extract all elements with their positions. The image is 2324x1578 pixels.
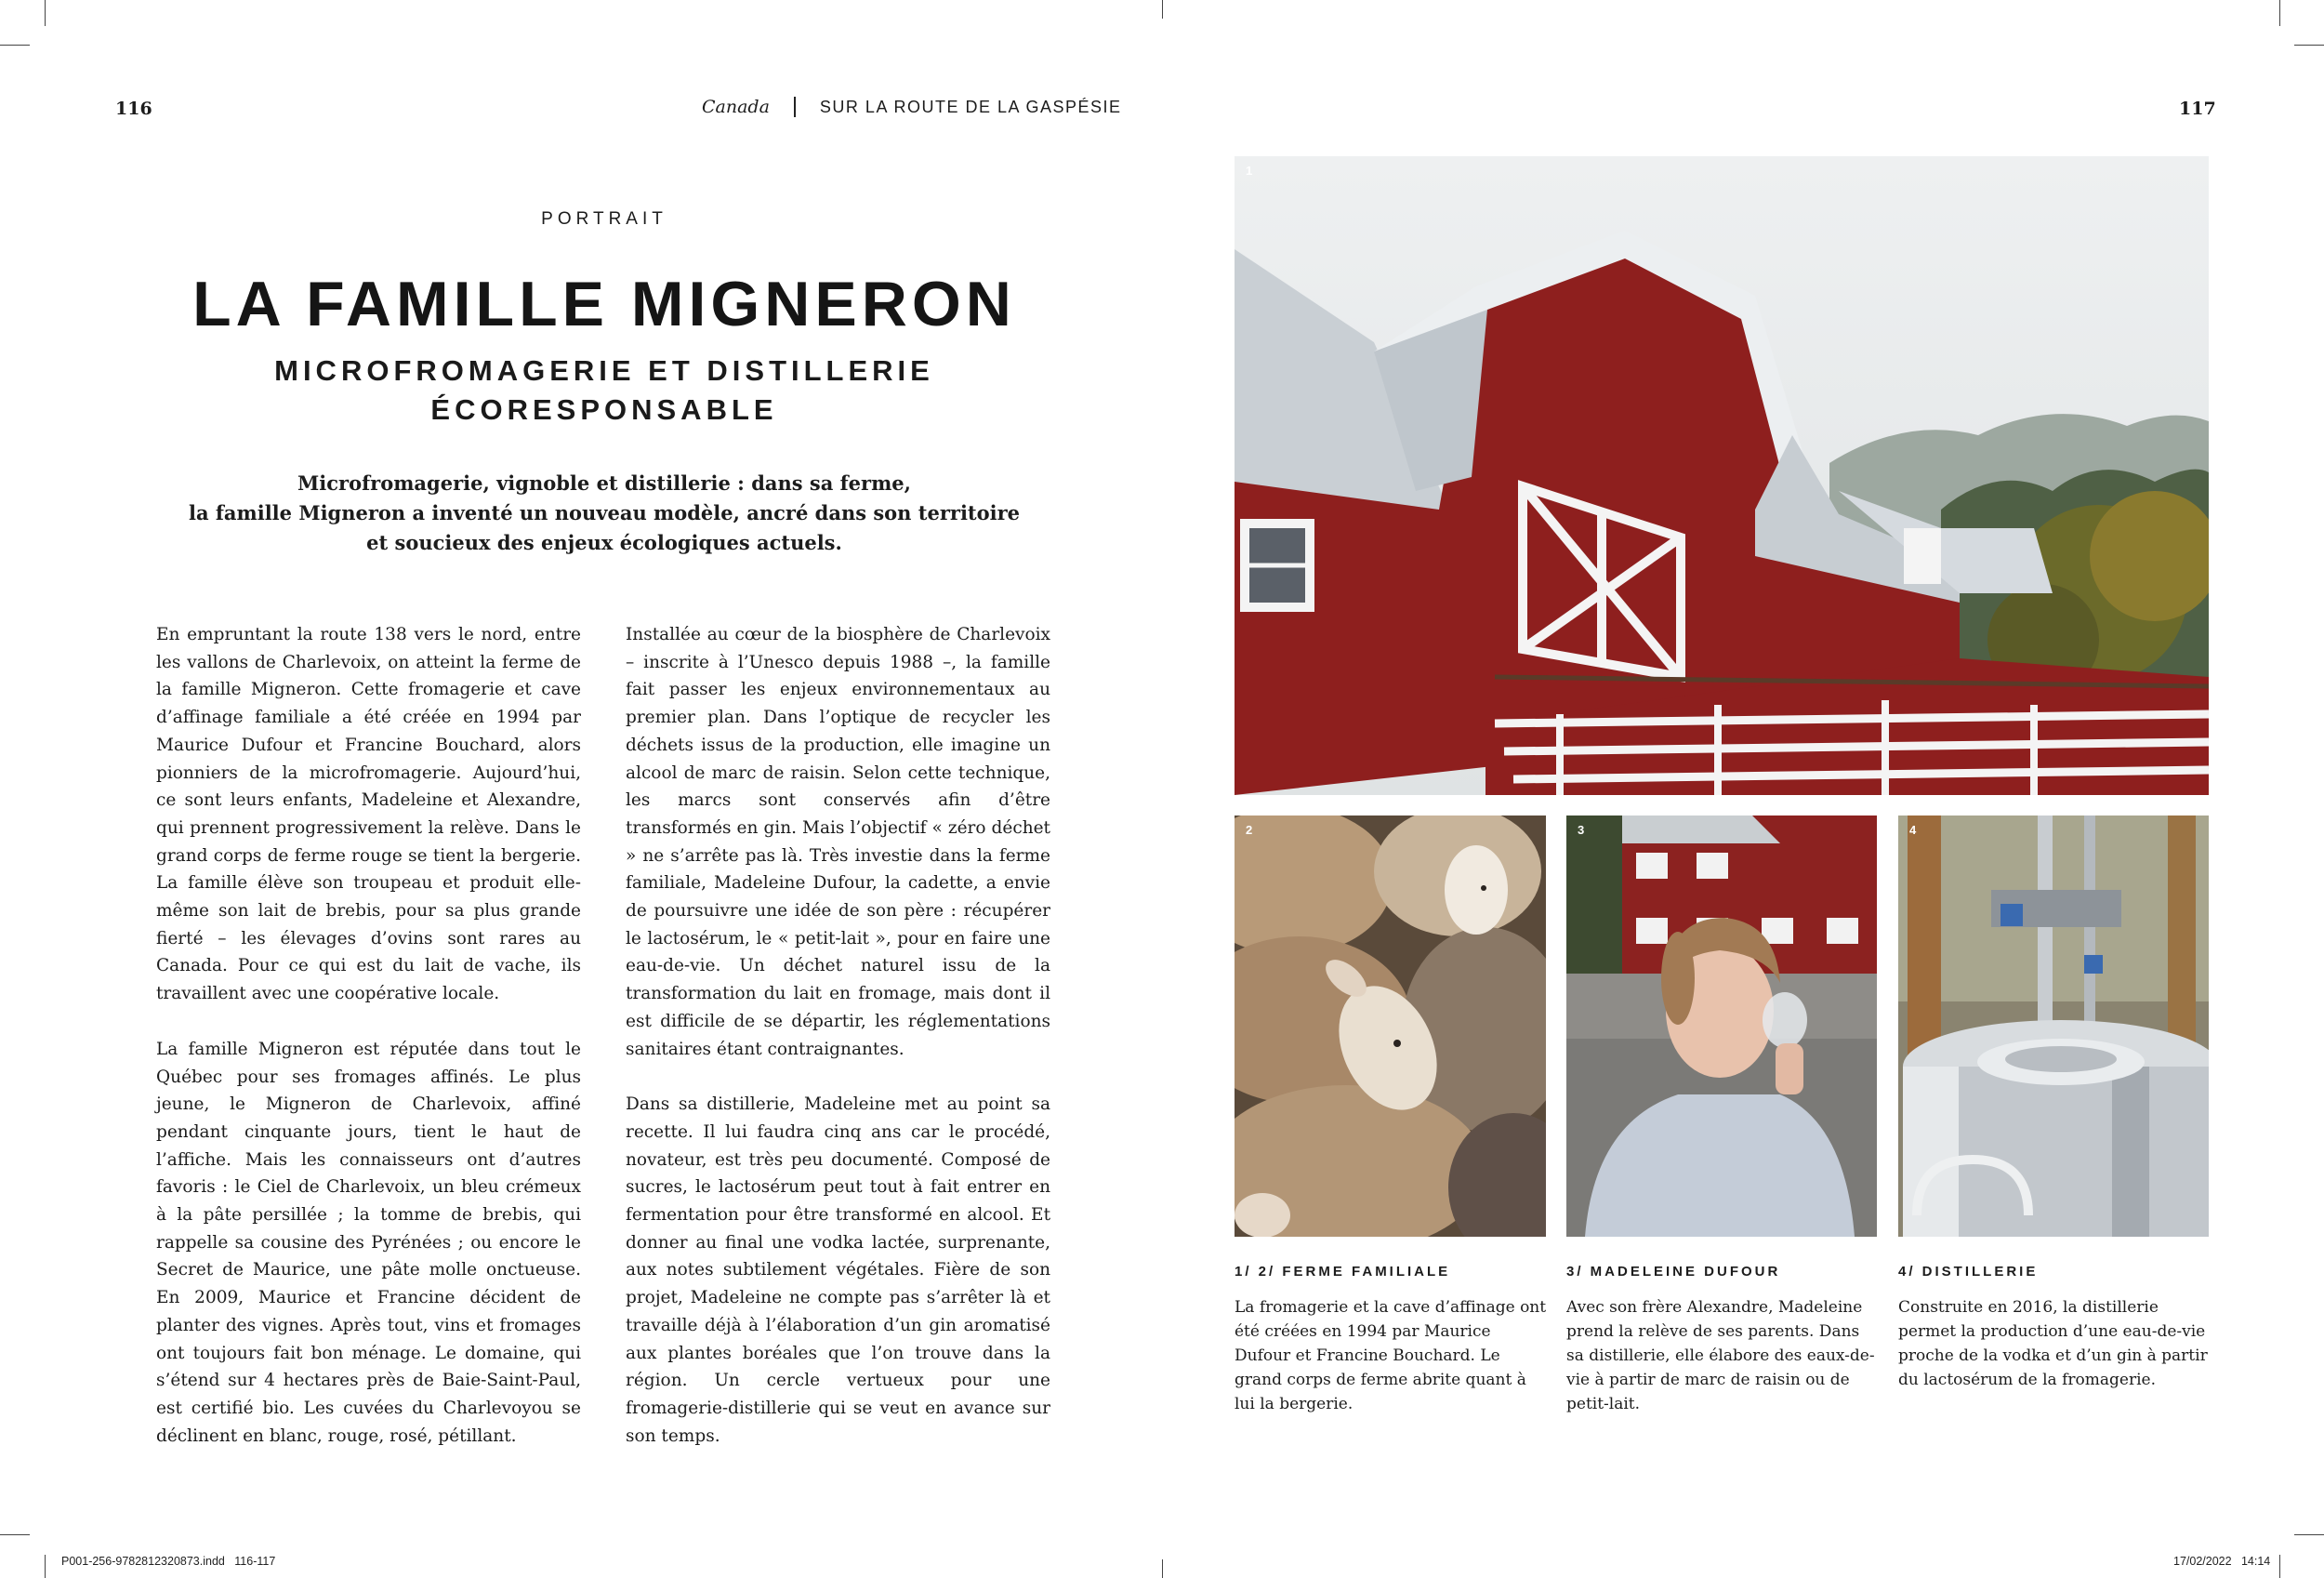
section-kicker: PORTRAIT — [541, 209, 667, 229]
photo-number: 3 — [1578, 823, 1585, 837]
body-column-2 — [626, 621, 1050, 1478]
photo-madeleine — [1566, 816, 1877, 1237]
photo-sheep — [1235, 816, 1546, 1237]
article-title: LA FAMILLE MIGNERON — [192, 269, 1016, 339]
crop-mark — [0, 45, 30, 46]
caption-text: Avec son frère Alexandre, Madeleine prend la relève de ses parents. Dans sa distillerie, elle élabore des eaux-de-vie à partir de marc de raisin ou de petit-lait. — [1566, 1298, 1875, 1413]
body-paragraph: En empruntant la route 138 vers le nord, entre les vallons de Charlevoix, on atteint la ferme de la famille Migneron. Cette fromagerie et cave d’affinage familiale a été créée en 1994 par Maurice Dufour et Francine Bouchard, alors pionniers de la microfromagerie. Aujourd’hui, ce sont leurs enfants, Madeleine et Alexandre, qui prennent progressivement la relève. Dans le grand corps de ferme rouge se tient la bergerie. La famille élève son troupeau et produit elle-même son lait de brebis, pour sa plus grande fierté – les élevages d’ovins sont rares au Canada. Pour ce qui est du lait de vache, ils travaillent avec une coopérative locale. — [156, 625, 581, 1004]
crop-mark — [2279, 1555, 2280, 1578]
body-column-1 — [156, 621, 581, 1478]
print-slug-file: P001-256-9782812320873.indd 116-117 — [61, 1555, 276, 1568]
page-number-left: 116 — [115, 99, 152, 119]
print-slug-date: 17/02/2022 14:14 — [2173, 1555, 2271, 1568]
lede-line: et soucieux des enjeux écologiques actuels. — [366, 531, 842, 554]
crop-mark — [0, 1534, 30, 1535]
page-number-right: 117 — [2179, 99, 2216, 119]
subtitle-line: MICROFROMAGERIE ET DISTILLERIE — [274, 354, 934, 387]
body-paragraph: Installée au cœur de la biosphère de Charlevoix – inscrite à l’Unesco depuis 1988 –, la famille fait passer les enjeux environnementaux au premier plan. Dans l’optique de recycler les déchets issus de la production, elle imagine un alcool de marc de raisin. Selon cette technique, les marcs sont conservés afin d’être transformés en gin. Mais l’objectif « zéro déchet » ne s’arrête pas là. Très investie dans la ferme familiale, Madeleine Dufour, la cadette, a envie de poursuivre une idée de son père : récupérer le lactosérum, le « petit-lait », pour en faire une eau-de-vie. Un déchet naturel issu de la transformation du lait en fromage, mais dont il est difficile de se départir, les réglementations sanitaires étant contraignantes. — [626, 625, 1050, 1059]
crop-mark — [2279, 0, 2280, 26]
caption-heading: 1/ 2/ FERME FAMILIALE — [1235, 1264, 1451, 1280]
body-paragraph: Dans sa distillerie, Madeleine met au point sa recette. Il lui faudra cinq ans car le procédé, novateur, est très peu documenté. Composé de sucres, le lactosérum peut tout à fait entrer en fermentation pour être transformé en alcool. Et donner au final une vodka lactée, surprenante, aux notes subtilement végétales. Fière de son projet, Madeleine ne compte pas s’arrêter là et travaille déjà à l’élaboration d’un gin aromatisé aux plantes boréales que l’on trouve dans la région. Un cercle vertueux pour une fromagerie-distillerie qui se veut en avance sur son temps. — [626, 1094, 1050, 1446]
subtitle-line: ÉCORESPONSABLE — [430, 393, 778, 426]
photo-number: 2 — [1246, 823, 1253, 837]
crop-mark — [1162, 0, 1163, 19]
crop-mark — [2294, 45, 2324, 46]
crop-mark — [2294, 1534, 2324, 1535]
photo-distillery — [1898, 816, 2209, 1237]
photo-number: 4 — [1909, 823, 1917, 837]
article-subtitle — [156, 351, 1052, 430]
lede-line: la famille Migneron a inventé un nouveau modèle, ancré dans son territoire — [188, 501, 1021, 524]
caption-heading: 3/ MADELEINE DUFOUR — [1566, 1264, 1781, 1280]
running-header-country: Canada — [702, 97, 770, 117]
crop-mark — [45, 1555, 46, 1578]
running-header-chapter: SUR LA ROUTE DE LA GASPÉSIE — [819, 97, 1122, 116]
caption-text: La fromagerie et la cave d’affinage ont été créées en 1994 par Maurice Dufour et Francine Bouchard. Le grand corps de ferme abrite quant à lui la bergerie. — [1235, 1298, 1547, 1413]
crop-mark — [1162, 1559, 1163, 1578]
photo-number: 1 — [1246, 164, 1253, 178]
running-header-divider — [794, 97, 796, 117]
body-paragraph: La famille Migneron est réputée dans tout le Québec pour ses fromages affinés. Le plus jeune, le Migneron de Charlevoix, affiné pendant cinquante jours, tient le haut de l’affiche. Mais les connaisseurs ont d’autres favoris : le Ciel de Charlevoix, un bleu crémeux à la pâte persillée ; la tomme de brebis, qui rappelle sa cousine des Pyrénées ; ou encore le Secret de Maurice, une pâte molle onctueuse. En 2009, Maurice et Francine décident de planter des vignes. Après tout, vins et fromages ont toujours fait bon ménage. Le domaine, qui s’étend sur 4 hectares près de Baie-Saint-Paul, est certifié bio. Les cuvées du Charlevoyou se déclinent en blanc, rouge, rosé, pétillant. — [156, 1039, 581, 1446]
caption-text: Construite en 2016, la distillerie permet la production d’une eau-de-vie proche de la vodka et d’un gin à partir du lactosérum de la fromagerie. — [1898, 1298, 2208, 1389]
crop-mark — [45, 0, 46, 26]
article-lede — [186, 469, 1023, 558]
caption-heading: 4/ DISTILLERIE — [1898, 1264, 2039, 1280]
running-header — [702, 97, 1122, 117]
lede-line: Microfromagerie, vignoble et distillerie : dans sa ferme, — [297, 471, 911, 495]
photo-red-barn — [1235, 156, 2209, 795]
